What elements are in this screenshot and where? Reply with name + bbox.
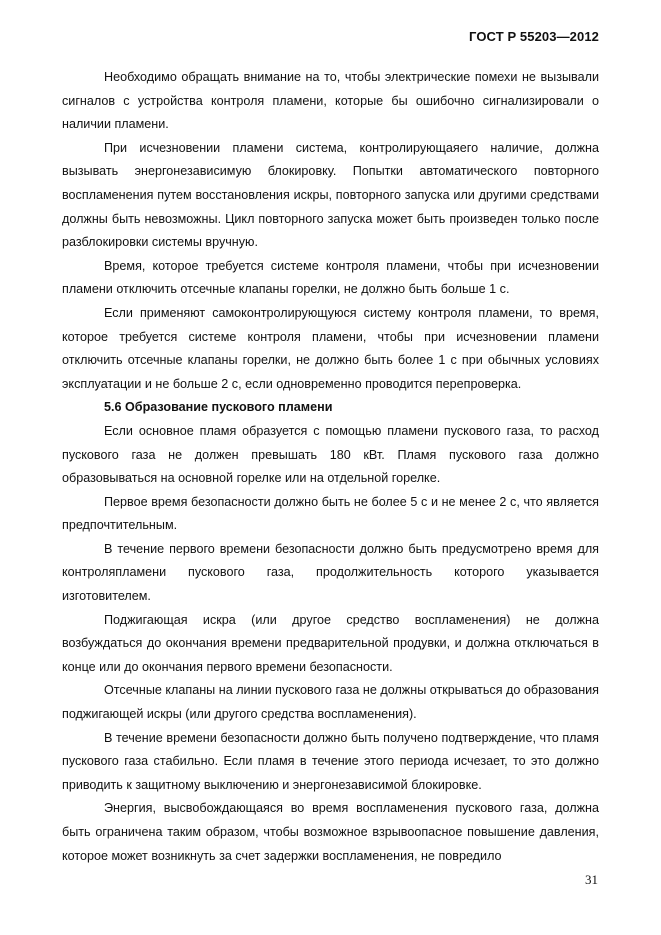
body-paragraph: Время, которое требуется системе контроля пламени, чтобы при исчезновении пламени отключить отсечные клапаны горелки, не должно быть больше 1 с. [62,258,599,297]
body-paragraph: Поджигающая искра (или другое средство воспламенения) не должна возбуждаться до окончания времени предварительной продувки, и должна отключаться в конце или до окончания первого времени безопасности. [62,612,599,674]
body-paragraph: В течение первого времени безопасности должно быть предусмотрено время для контроляпламени пускового газа, продолжительность которого указывается изготовителем. [62,541,599,604]
page-number: 31 [585,872,598,887]
body-paragraph: Если применяют самоконтролирующуюся систему контроля пламени, то время, которое требуется системе контроля пламени, чтобы при исчезновении пламени отключить отсечные клапаны горелки, не должно быть более 1 с при обычных условиях эксплуатации и не больше 2 с, если одновременно проводится перепроверка. [62,305,599,391]
body-paragraph: Если основное пламя образуется с помощью пламени пускового газа, то расход пускового газа не должен превышать 180 кВт. Пламя пускового газа должно образовываться на основной горелке или на отдельной горелке. [62,423,599,486]
section-heading: 5.6 Образование пускового пламени [104,400,333,415]
body-paragraph: Энергия, высвобождающаяся во время воспламенения пускового газа, должна быть ограничена таким образом, чтобы возможное взрывоопасное повышение давления, которое может возникнуть за счет задержки воспламенения, не повредило [62,801,599,863]
body-paragraph: Первое время безопасности должно быть не более 5 с и не менее 2 с, что является предпочтительным. [62,494,599,533]
body-paragraph: Отсечные клапаны на линии пускового газа не должны открываться до образования поджигающей искры (или другого средства воспламенения). [62,683,599,722]
standard-header: ГОСТ Р 55203—2012 [469,29,599,44]
body-paragraph: При исчезновении пламени система, контролирующаяего наличие, должна вызывать энергонезависимую блокировку. Попытки автоматического повторного воспламенения путем восстановления искры, повторного запуска или другими средствами должны быть невозможны. Цикл повторного запуска может быть произведен только после разблокировки системы вручную. [62,140,599,250]
body-paragraph: Необходимо обращать внимание на то, чтобы электрические помехи не вызывали сигналов с устройства контроля пламени, которые бы ошибочно сигнализировали о наличии пламени. [62,70,599,132]
body-paragraph: В течение времени безопасности должно быть получено подтверждение, что пламя пускового газа стабильно. Если пламя в течение этого периода исчезает, то это должно приводить к защитному выключению и энергонезависимой блокировке. [62,730,599,792]
document-body [62,66,599,868]
